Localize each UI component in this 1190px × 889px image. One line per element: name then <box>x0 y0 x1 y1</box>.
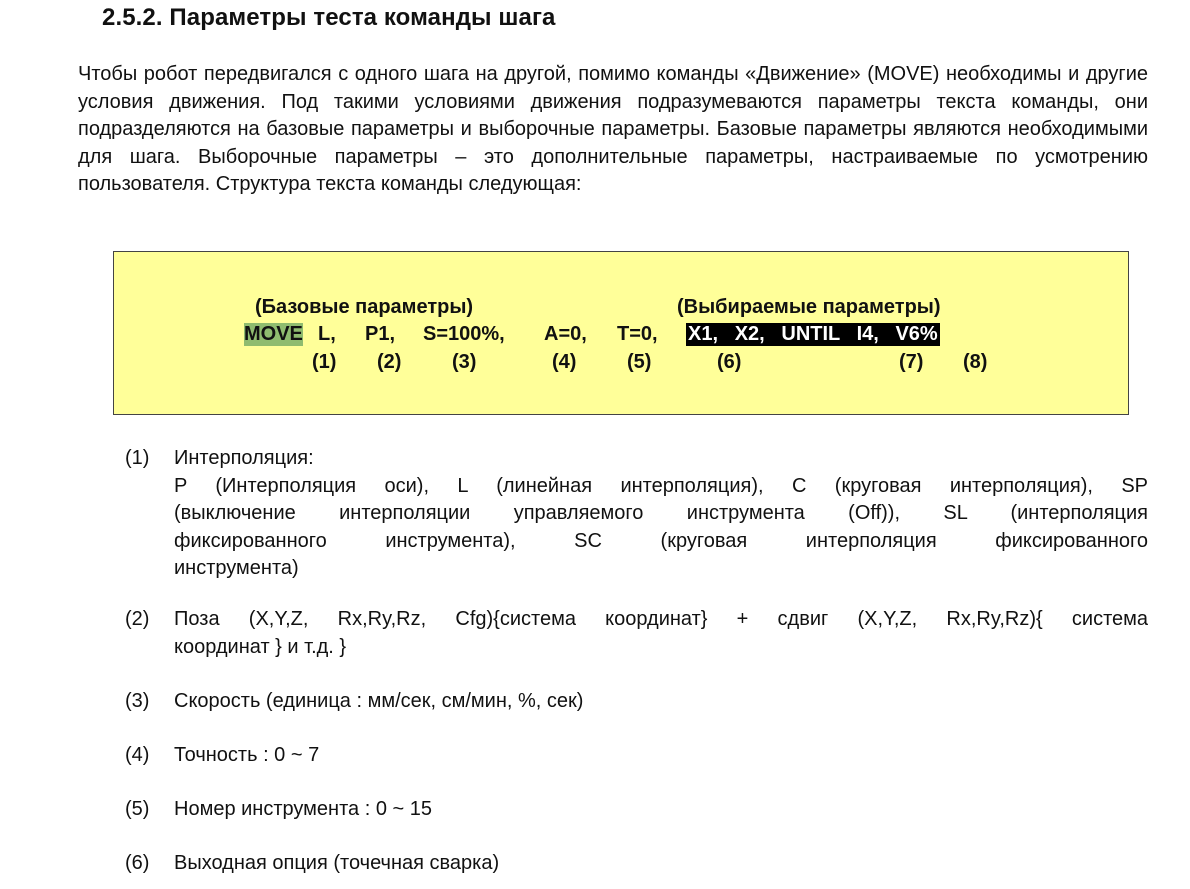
item-title: Интерполяция: <box>174 447 314 469</box>
item-line: Точность : 0 ~ 7 <box>174 744 320 766</box>
param-number: (7) <box>899 351 924 373</box>
param-number: (5) <box>627 351 652 373</box>
param-speed: S=100%, <box>423 323 505 345</box>
param-tool: T=0, <box>617 323 658 345</box>
param-number: (1) <box>312 351 337 373</box>
param-number: (3) <box>452 351 477 373</box>
item-line: P (Интерполяция оси), L (линейная интерполяция), C (круговая интерполяция), SP <box>174 474 1148 497</box>
item-line: инструмента) <box>174 557 299 579</box>
item-number: (6) <box>125 852 150 874</box>
item-line: (выключение интерполяции управляемого инструмента (Off)), SL (интерполяция <box>174 502 1148 524</box>
item-text <box>174 445 1148 583</box>
command-structure-box <box>113 251 1129 415</box>
param-number: (6) <box>717 351 742 373</box>
item-line: Номер инструмента : 0 ~ 15 <box>174 798 432 820</box>
item-number: (1) <box>125 447 150 469</box>
param-accuracy: A=0, <box>544 323 587 345</box>
item-text <box>174 688 1148 716</box>
item-line: Скорость (единица : мм/сек, см/мин, %, сек) <box>174 690 584 712</box>
param-pose: P1, <box>365 323 396 345</box>
param-number: (8) <box>963 351 988 373</box>
move-keyword: MOVE <box>244 323 303 345</box>
item-number: (2) <box>125 608 150 630</box>
item-text <box>174 606 1148 661</box>
item-number: (4) <box>125 744 150 766</box>
param-number: (4) <box>552 351 577 373</box>
param-interpolation: L, <box>318 323 336 345</box>
item-text <box>174 850 1148 878</box>
item-line: фиксированного инструмента), SC (круговая интерполяция фиксированного <box>174 529 1148 552</box>
item-number: (5) <box>125 798 150 820</box>
item-text <box>174 742 1148 770</box>
section-heading: 2.5.2. Параметры теста команды шага <box>102 4 556 31</box>
optional-params-label: (Выбираемые параметры) <box>677 296 941 318</box>
basic-params-label: (Базовые параметры) <box>255 296 474 318</box>
item-number: (3) <box>125 690 150 712</box>
item-text <box>174 796 1148 824</box>
item-line: координат } и т.д. } <box>174 635 347 658</box>
item-line: Выходная опция (точечная сварка) <box>174 852 500 874</box>
item-line: Поза (X,Y,Z, Rx,Ry,Rz, Cfg){система координат} + сдвиг (X,Y,Z, Rx,Ry,Rz){ система <box>174 608 1148 630</box>
optional-params: X1, X2, UNTIL I4, V6% <box>688 323 938 345</box>
param-number: (2) <box>377 351 402 373</box>
intro-paragraph: Чтобы робот передвигался с одного шага на другой, помимо команды «Движение» (MOVE) необходимы и другие условия движения. Под такими условиями движения подразумеваются параметры текста команды, они подразделяются на базовые параметры и выборочные параметры. Базовые параметры являются необходимыми для шага. Выборочные параметры – это дополнительные параметры, настраиваемые по усмотрению пользователя. Структура текста команды следующая: <box>78 63 1148 195</box>
